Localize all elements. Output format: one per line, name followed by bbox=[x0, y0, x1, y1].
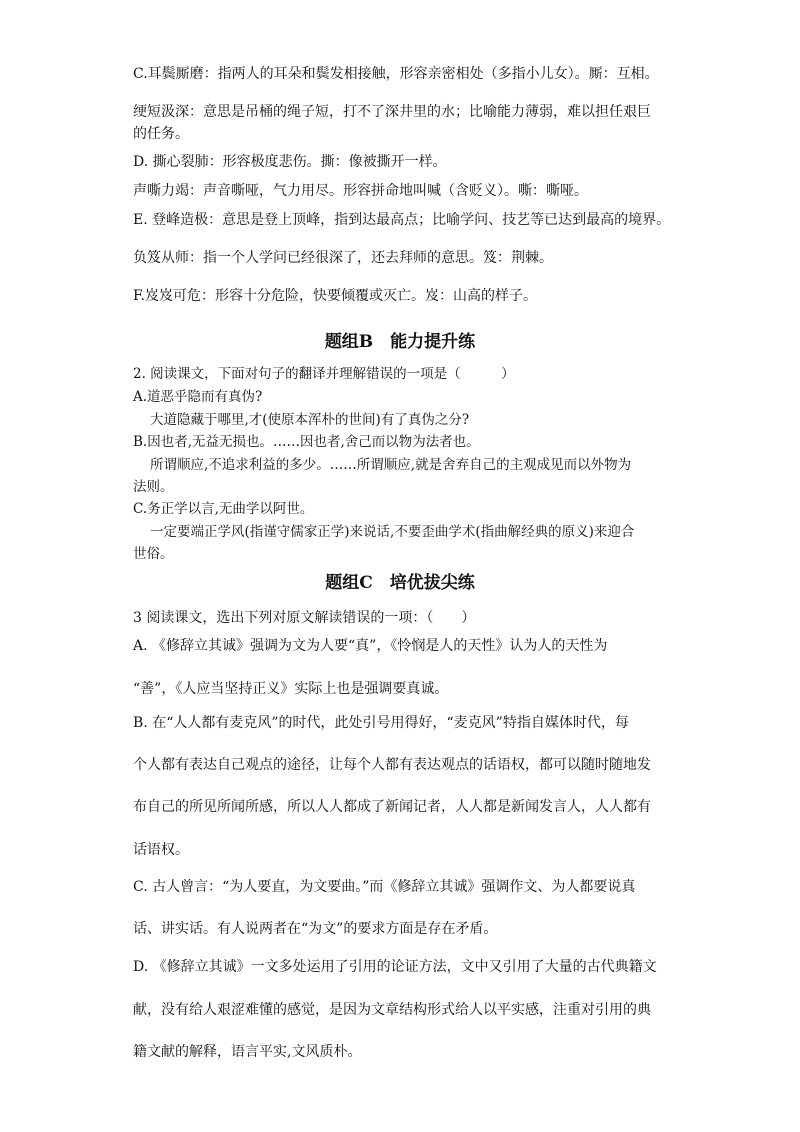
text-line: 的任务。 bbox=[133, 126, 189, 142]
option-text: 所谓顺应,不追求利益的多少。……所谓顺应,就是舍弃自己的主观成见而以外物为 bbox=[150, 457, 632, 473]
option-text: D. 《修辞立其诚》一文多处运用了引用的论证方法，文中又引用了大量的古代典籍文 bbox=[133, 959, 657, 975]
option-text: A. 《修辞立其诚》强调为文为人要“真”，《怜悯是人的天性》认为人的天性为 bbox=[133, 638, 608, 654]
section-heading: 题组C 培优拔尖练 bbox=[325, 573, 475, 593]
option-text: B. 在“人人都有麦克风”的时代，此处引号用得好，“麦克风”特指自媒体时代，每 bbox=[133, 715, 629, 731]
option-text: 话语权。 bbox=[133, 842, 189, 858]
text-line: C.耳鬓厮磨：指两人的耳朵和鬓发相接触，形容亲密相处（多指小儿女）。厮：互相。 bbox=[133, 66, 659, 82]
section-heading: 题组B 能力提升练 bbox=[324, 332, 476, 352]
option-text: 献，没有给人艰涩难懂的感觉，是因为文章结构形式给人以平实感，注重对引用的典 bbox=[133, 1002, 651, 1018]
option-text: 大道隐藏于哪里,才(使原本浑朴的世间)有了真伪之分? bbox=[150, 412, 470, 428]
option-text: C.务正学以言,无曲学以阿世。 bbox=[133, 501, 314, 517]
option-text: “善”，《人应当坚持正义》实际上也是强调要真诚。 bbox=[133, 681, 449, 697]
text-line: 负笈从师：指一个人学问已经很深了，还去拜师的意思。笈：荆棘。 bbox=[133, 250, 553, 266]
option-text: 布自己的所见所闻所感，所以人人都成了新闻记者，人人都是新闻发言人，人人都有 bbox=[133, 799, 651, 815]
option-text: C. 古人曾言：“为人要直，为文要曲。”而《修辞立其诚》强调作文、为人都要说真 bbox=[133, 879, 636, 895]
text-line: 声嘶力竭：声音嘶哑，气力用尽。形容拼命地叫喊（含贬义）。嘶：嘶哑。 bbox=[133, 183, 588, 199]
question: 2. 阅读课文，下面对句子的翻译并理解错误的一项是（ ） bbox=[133, 366, 515, 382]
option-text: 法则。 bbox=[133, 479, 174, 495]
text-line: E. 登峰造极：意思是登上顶峰，指到达最高点；比喻学问、技艺等已达到最高的境界。 bbox=[133, 212, 671, 228]
option-text: 世俗。 bbox=[133, 546, 174, 562]
option-text: B.因也者,无益无损也。……因也者,舍己而以物为法者也。 bbox=[133, 434, 480, 450]
option-text: 一定要端正学风(指谨守儒家正学)来说话,不要歪曲学术(指曲解经典的原义)来迎合 bbox=[150, 524, 635, 540]
question: 3 阅读课文，选出下列对原文解读错误的一项：（ ） bbox=[133, 610, 476, 626]
text-line: 绠短汲深：意思是吊桶的绳子短，打不了深井里的水；比喻能力薄弱，难以担任艰巨 bbox=[133, 104, 651, 120]
option-text: 籍文献的解释，语言平实,文风质朴。 bbox=[133, 1044, 362, 1060]
text-line: F.岌岌可危：形容十分危险，快要倾覆或灭亡。岌：山高的样子。 bbox=[133, 288, 537, 304]
option-text: 话、讲实话。有人说两者在“为文”的要求方面是存在矛盾。 bbox=[133, 921, 498, 937]
option-text: A.道恶乎隐而有真伪? bbox=[133, 389, 263, 405]
text-line: D. 撕心裂肺：形容极度悲伤。撕：像被撕开一样。 bbox=[133, 154, 447, 170]
option-text: 个人都有表达自己观点的途径，让每个人都有表达观点的话语权，都可以随时随地发 bbox=[133, 757, 651, 773]
